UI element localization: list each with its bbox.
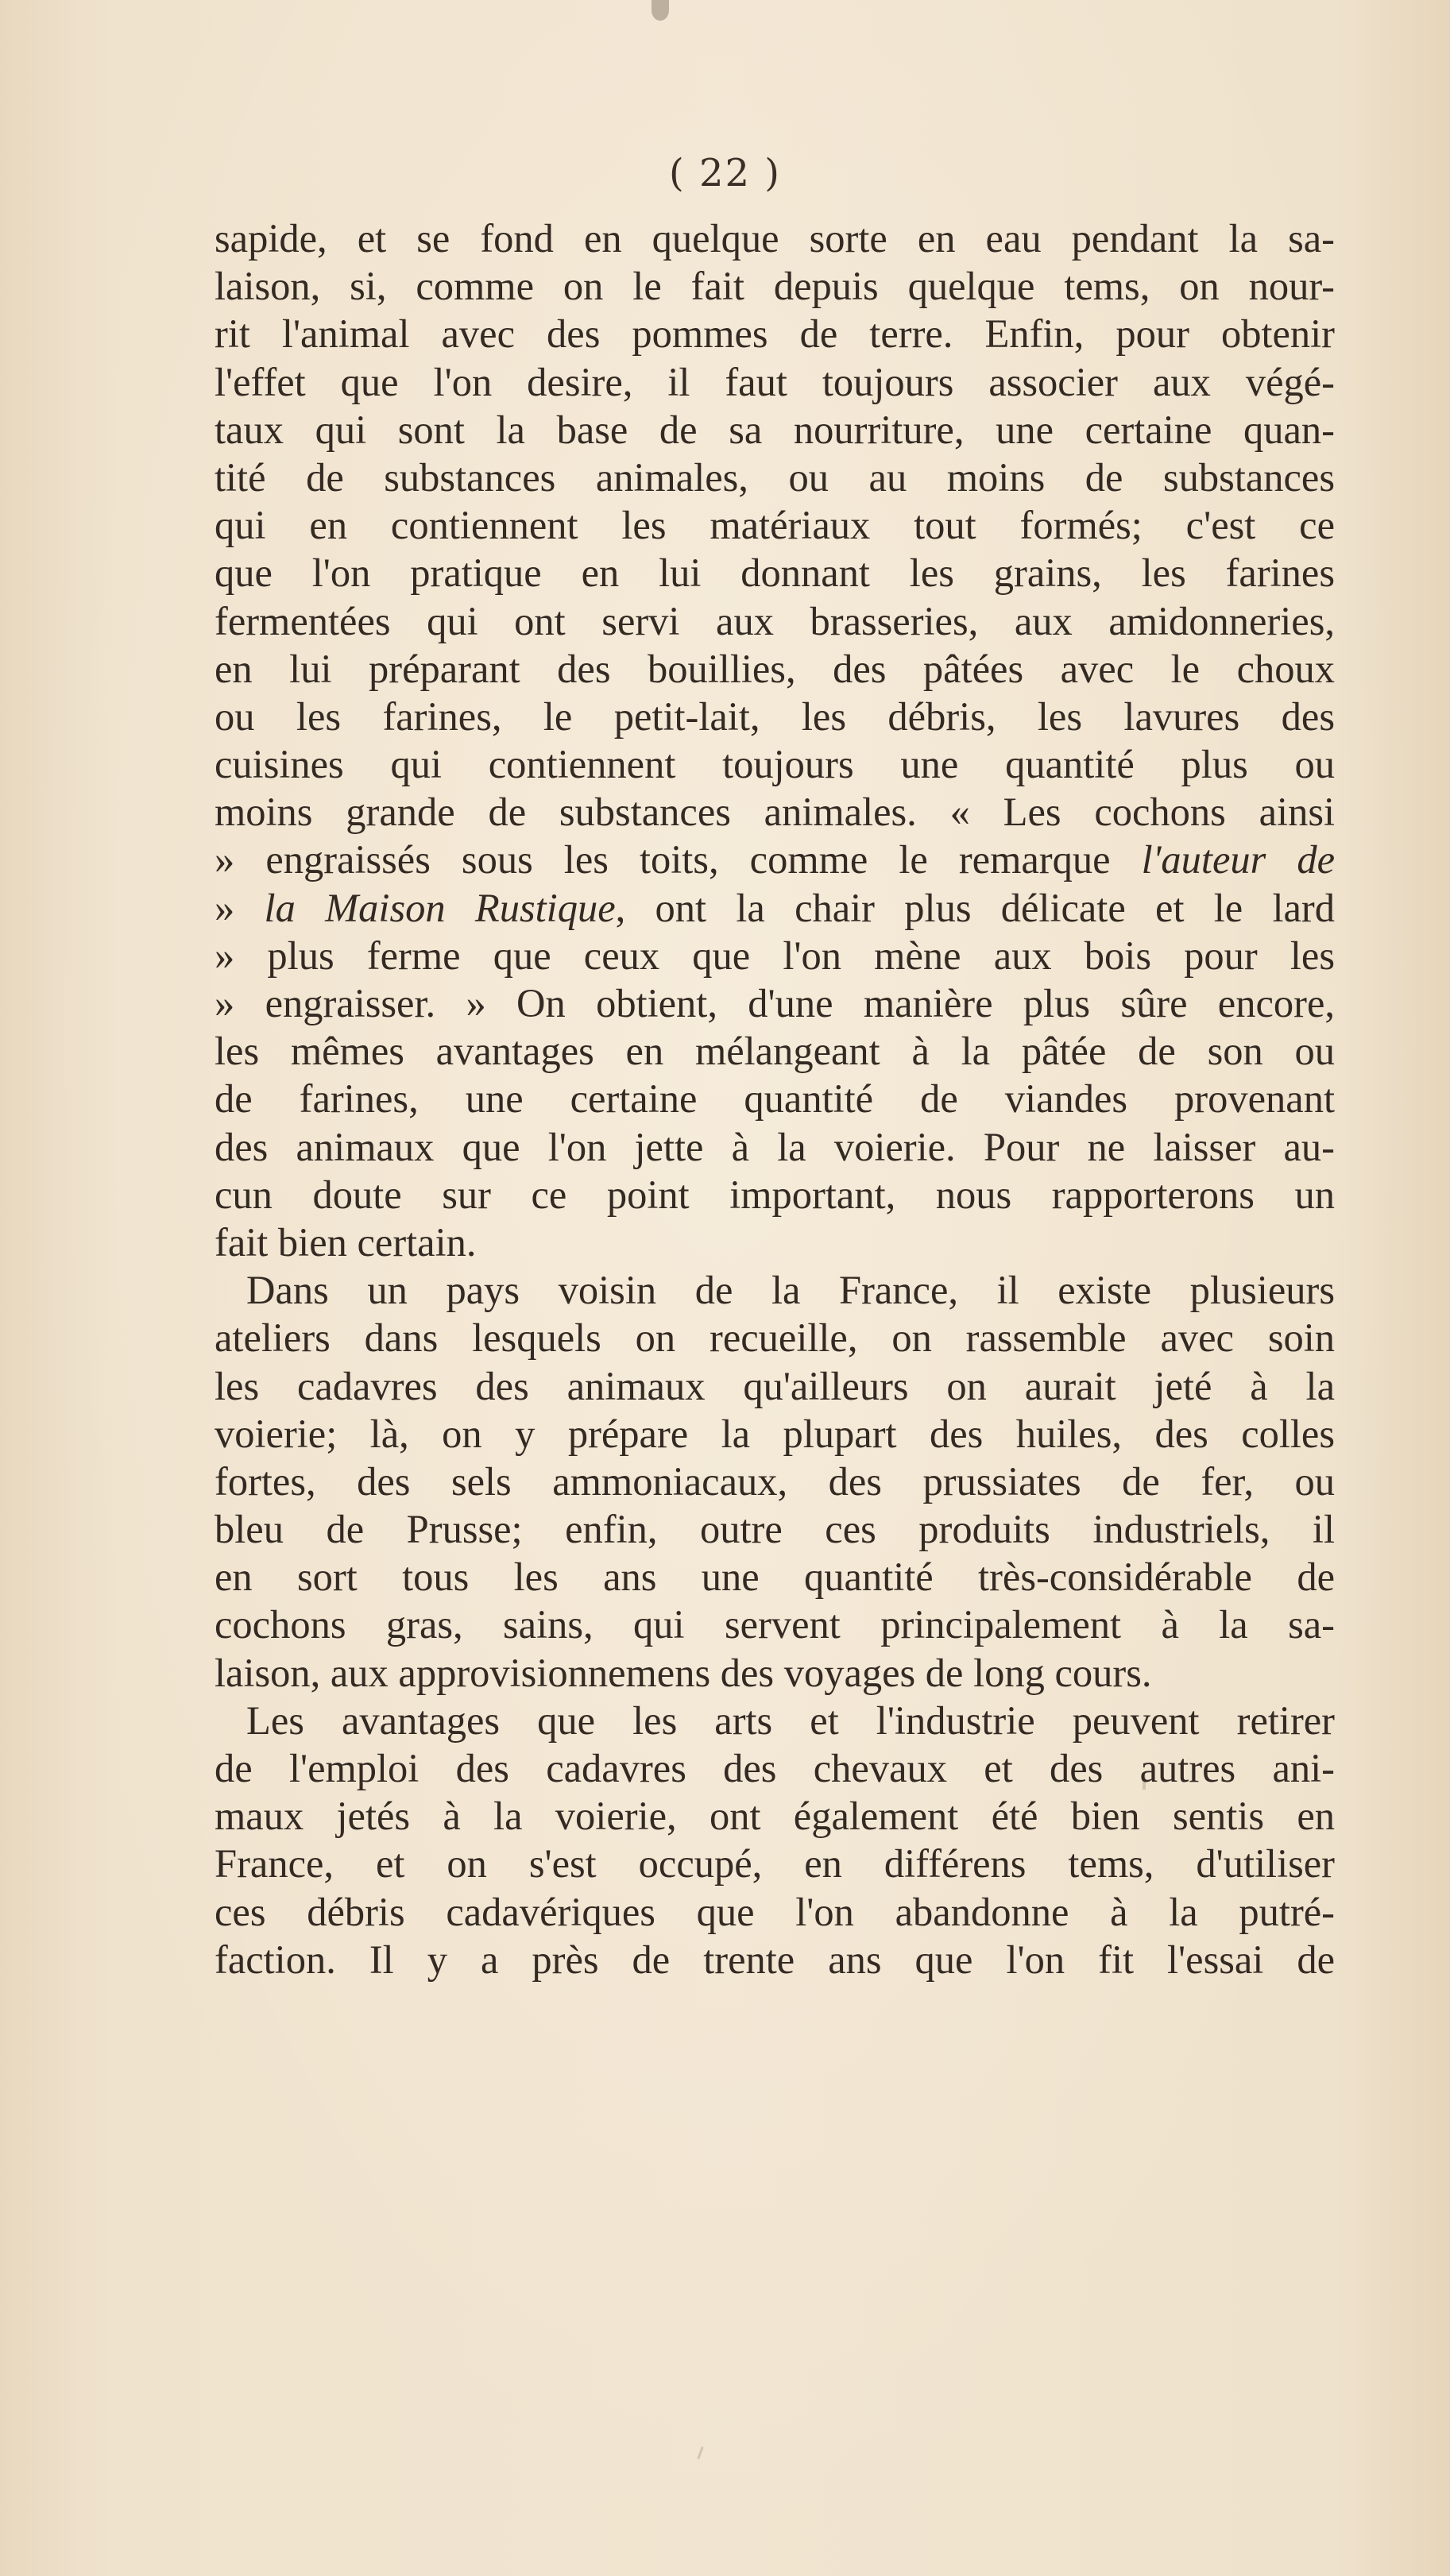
- text-line: [215, 1075, 1335, 1122]
- page-number: ( 22 ): [668, 151, 782, 195]
- text-line: [215, 1649, 1335, 1697]
- text-line: [215, 1840, 1335, 1887]
- line-text: les mêmes avantages en mélangeant à la pâtée de son ou: [215, 1029, 1335, 1074]
- text-line: [215, 1601, 1335, 1648]
- text-line: [215, 406, 1335, 454]
- text-line: [215, 836, 1335, 883]
- line-text: taux qui sont la base de sa nourriture, une certaine quan-: [215, 407, 1335, 452]
- text-line: [215, 262, 1335, 310]
- line-text: voierie; là, on y prépare la plupart des huiles, des colles: [215, 1411, 1335, 1456]
- italic-text: la Maison Rustique: [264, 885, 616, 930]
- text-line: [215, 549, 1335, 597]
- line-text: ces débris cadavériques que l'on abandonne à la putré-: [215, 1889, 1335, 1934]
- text-line: [215, 788, 1335, 836]
- text-line: [215, 1410, 1335, 1458]
- text-line: [215, 1936, 1335, 1983]
- text-line: [215, 214, 1335, 262]
- line-text: en sort tous les ans une quantité très-considérable de: [215, 1554, 1335, 1600]
- line-text: laison, si, comme on le fait depuis quelque tems, on nour-: [215, 264, 1335, 309]
- text-line: [215, 1218, 1335, 1266]
- text-line: [215, 1458, 1335, 1505]
- line-text: de farines, une certaine quantité de viandes provenant: [215, 1076, 1335, 1122]
- line-text: l'effet que l'on desire, il faut toujours associer aux végé-: [215, 359, 1335, 404]
- line-text: Les avantages que les arts et l'industrie peuvent retirer: [246, 1697, 1335, 1743]
- text-line: [215, 1744, 1335, 1792]
- body-text: [215, 214, 1335, 1983]
- text-line: [215, 1266, 1335, 1314]
- text-line: [215, 1553, 1335, 1601]
- line-text: que l'on pratique en lui donnant les grains, les farines: [215, 550, 1335, 596]
- text-line: [215, 1697, 1335, 1744]
- line-text: bleu de Prusse; enfin, outre ces produits industriels, il: [215, 1507, 1335, 1552]
- line-text: fermentées qui ont servi aux brasseries, aux amidonneries,: [215, 598, 1335, 643]
- line-text: maux jetés à la voierie, ont également été bien sentis en: [215, 1794, 1335, 1839]
- text-line: [215, 932, 1335, 979]
- line-text: sapide, et se fond en quelque sorte en eau pendant la sa-: [215, 216, 1335, 261]
- text-line: [215, 693, 1335, 740]
- line-text: de l'emploi des cadavres des chevaux et des autres ani-: [215, 1746, 1335, 1790]
- text-line: [215, 1792, 1335, 1840]
- text-line: [215, 1314, 1335, 1361]
- line-text: rit l'animal avec des pommes de terre. Enfin, pour obtenir: [215, 311, 1335, 357]
- text-line: [215, 1505, 1335, 1553]
- line-text: cochons gras, sains, qui servent principalement à la sa-: [215, 1602, 1335, 1647]
- ink-speck: [652, 0, 669, 21]
- line-text: cun doute sur ce point important, nous rapporterons un: [215, 1172, 1335, 1217]
- line-text: des animaux que l'on jette à la voierie. Pour ne laisser au-: [215, 1124, 1335, 1169]
- line-text: , ont la chair plus délicate et le lard: [615, 885, 1335, 930]
- text-line: [215, 597, 1335, 645]
- line-text: » engraissés sous les toits, comme le remarque: [215, 837, 1142, 882]
- line-text: faction. Il y a près de trente ans que l'on fit l'essai de: [215, 1937, 1335, 1982]
- line-text: » plus ferme que ceux que l'on mène aux bois pour les: [215, 933, 1335, 978]
- text-line: [215, 1362, 1335, 1410]
- text-line: [215, 501, 1335, 549]
- italic-text: l'auteur de: [1141, 837, 1336, 882]
- text-line: [215, 1027, 1335, 1075]
- text-line: [215, 310, 1335, 357]
- text-line: [215, 740, 1335, 788]
- line-text: moins grande de substances animales. « Les cochons ainsi: [215, 790, 1335, 835]
- line-text: ou les farines, le petit-lait, les débris, les lavures des: [215, 693, 1335, 739]
- ink-speck: [697, 2447, 703, 2459]
- line-text: en lui préparant des bouillies, des pâtées avec le choux: [215, 646, 1335, 691]
- text-line: [215, 1171, 1335, 1218]
- line-text: qui en contiennent les matériaux tout formés; c'est ce: [215, 503, 1335, 548]
- line-text: fait bien certain.: [215, 1219, 477, 1265]
- line-text: laison, aux approvisionnemens des voyages de long cours.: [215, 1650, 1152, 1695]
- text-line: [215, 1888, 1335, 1936]
- line-text: France, et on s'est occupé, en différens tems, d'utiliser: [215, 1841, 1335, 1887]
- text-line: [215, 358, 1335, 406]
- line-text: les cadavres des animaux qu'ailleurs on aurait jeté à la: [215, 1363, 1335, 1408]
- text-line: [215, 645, 1335, 693]
- line-text: Dans un pays voisin de la France, il existe plusieurs: [246, 1268, 1335, 1313]
- text-line: [215, 454, 1335, 501]
- text-line: [215, 979, 1335, 1027]
- line-text: ateliers dans lesquels on recueille, on rassemble avec soin: [215, 1315, 1335, 1361]
- line-text: »: [215, 885, 265, 930]
- text-line: [215, 1123, 1335, 1171]
- line-text: tité de substances animales, ou au moins de substances: [215, 454, 1335, 500]
- line-text: » engraisser. » On obtient, d'une manière plus sûre encore,: [215, 981, 1335, 1025]
- line-text: cuisines qui contiennent toujours une quantité plus ou: [215, 742, 1335, 787]
- text-line: [215, 884, 1335, 932]
- line-text: fortes, des sels ammoniacaux, des prussiates de fer, ou: [215, 1458, 1335, 1504]
